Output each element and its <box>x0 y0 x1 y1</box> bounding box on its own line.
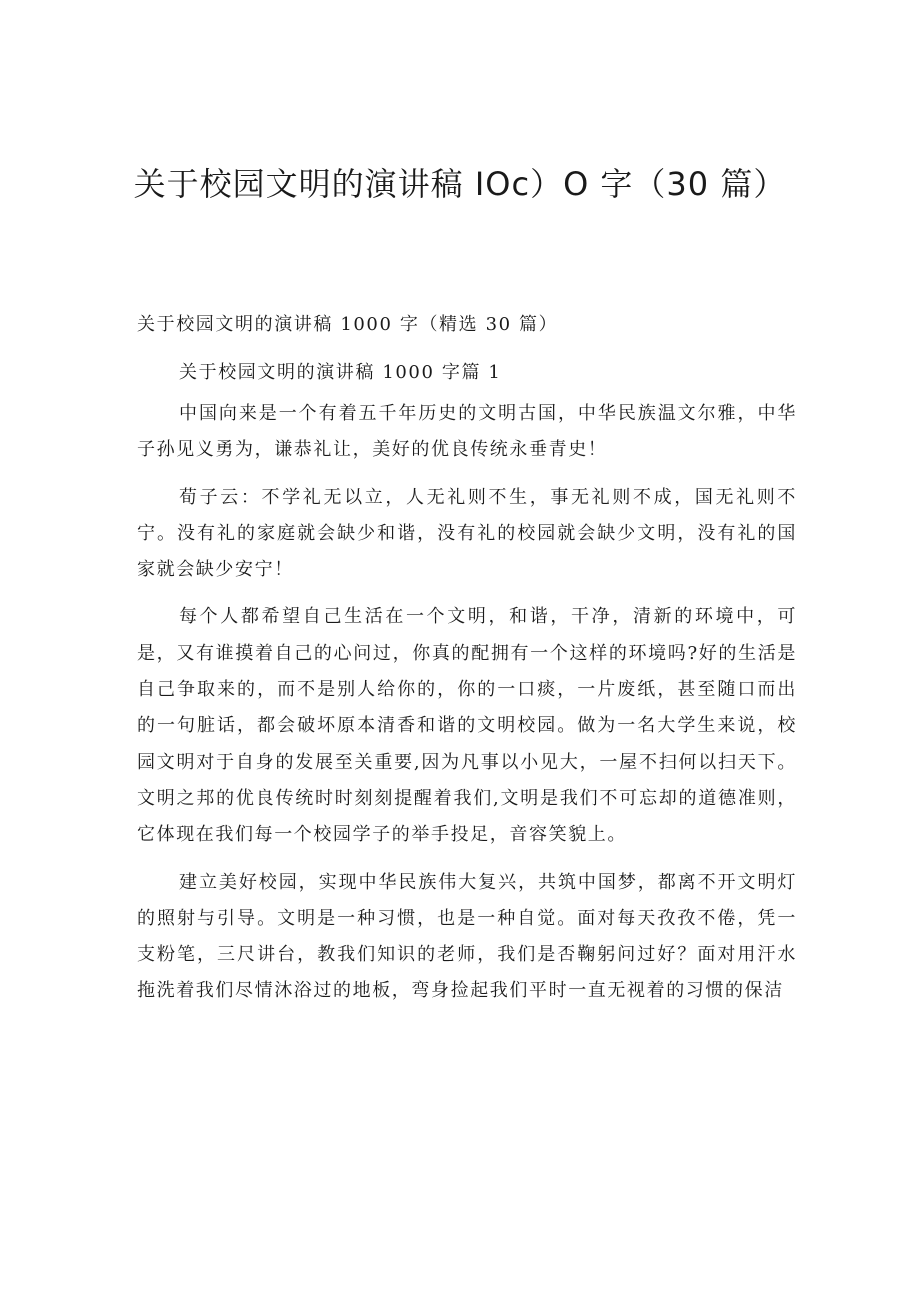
document-title: 关于校园文明的演讲稿 IOc）O 字（30 篇） <box>133 165 787 203</box>
section-heading: 关于校园文明的演讲稿 1000 字篇 1 <box>179 362 502 383</box>
document-subtitle: 关于校园文明的演讲稿 1000 字（精选 30 篇） <box>137 314 559 335</box>
paragraph: 建立美好校园，实现中华民族伟大复兴，共筑中国梦，都离不开文明灯的照射与引导。文明是一种习惯，也是一种自觉。面对每天孜孜不倦，凭一支粉笔，三尺讲台，教我们知识的老师，我们是否鞠躬问过好？面对用汗水拖洗着我们尽情沐浴过的地板，弯身捡起我们平时一直无视着的习惯的保洁 <box>137 871 797 1002</box>
paragraph: 中国向来是一个有着五千年历史的文明古国，中华民族温文尔雅，中华子孙见义勇为，谦恭礼让，美好的优良传统永垂青史！ <box>137 403 797 461</box>
paragraph: 每个人都希望自己生活在一个文明，和谐，干净，清新的环境中，可是，又有谁摸着自己的心问过，你真的配拥有一个这样的环境吗?好的生活是自己争取来的，而不是别人给你的，你的一口痰，一片废纸，甚至随口而出的一句脏话，都会破坏原本清香和谐的文明校园。做为一名大学生来说，校园文明对于自身的发展至关重要,因为凡事以小见大，一屋不扫何以扫天下。文明之邦的优良传统时时刻刻提醒着我们,文明是我们不可忘却的道德准则，它体现在我们每一个校园学子的举手投足，音容笑貌上。 <box>137 606 797 846</box>
paragraph: 荀子云：不学礼无以立，人无礼则不生，事无礼则不成，国无礼则不宁。没有礼的家庭就会缺少和谐，没有礼的校园就会缺少文明，没有礼的国家就会缺少安宁！ <box>137 486 797 581</box>
document-body <box>137 306 797 1021</box>
